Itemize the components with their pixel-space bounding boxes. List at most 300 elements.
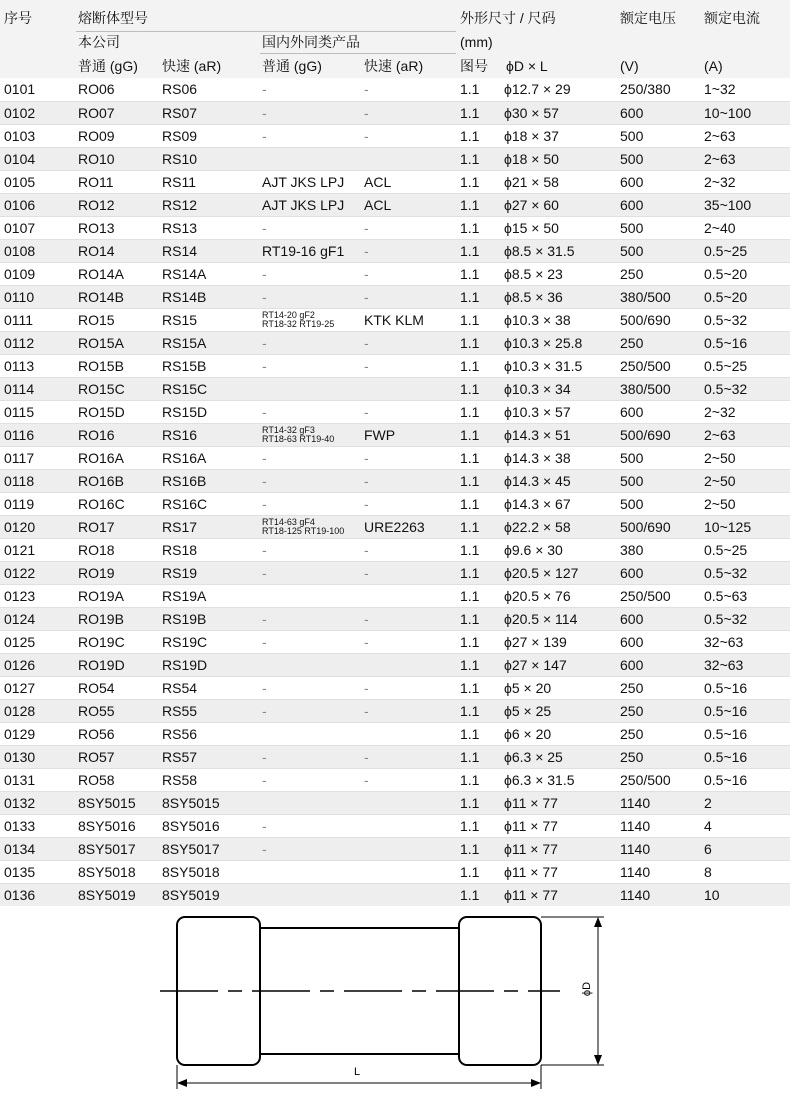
cell-voltage: 600 (620, 565, 644, 581)
cell-fig-no: 1.1 (460, 818, 480, 834)
cell-size: ϕ27 × 147 (504, 657, 567, 673)
cell-domestic-gg: - (262, 703, 267, 719)
cell-size: ϕ18 × 50 (504, 151, 559, 167)
table-row (0, 538, 790, 561)
cell-seq: 0135 (4, 864, 36, 880)
cell-seq: 0124 (4, 611, 36, 627)
table-row (0, 446, 790, 469)
table-row (0, 722, 790, 745)
cell-size: ϕ30 × 57 (504, 105, 559, 121)
table-row (0, 745, 790, 768)
cell-size: ϕ27 × 60 (504, 197, 559, 213)
cell-voltage: 250/500 (620, 772, 671, 788)
cell-fig-no: 1.1 (460, 427, 480, 443)
cell-voltage: 600 (620, 657, 644, 673)
cell-current: 0.5~16 (704, 680, 748, 696)
cell-current: 1~32 (704, 81, 736, 97)
cell-model-ar: RS13 (162, 220, 198, 236)
cell-size: ϕ8.5 × 23 (504, 266, 563, 282)
cell-current: 10~100 (704, 105, 752, 121)
table-row (0, 239, 790, 262)
cell-size: ϕ6.3 × 25 (504, 749, 563, 765)
cell-seq: 0120 (4, 519, 36, 535)
cell-domestic-gg: - (262, 450, 267, 466)
cell-voltage: 500 (620, 243, 644, 259)
cell-voltage: 250 (620, 749, 644, 765)
cell-model-ar: RS16B (162, 473, 207, 489)
cell-domestic-ar: - (364, 611, 369, 627)
cell-fig-no: 1.1 (460, 519, 480, 535)
length-label: L (353, 1066, 361, 1078)
cell-model-ar: RS19B (162, 611, 207, 627)
cell-model-ar: RS14B (162, 289, 207, 305)
cell-model-gg: RO19 (78, 565, 115, 581)
cell-domestic-gg: - (262, 680, 267, 696)
cell-domestic-ar: ACL (364, 174, 392, 190)
cell-size: ϕ11 × 77 (504, 887, 558, 903)
cell-model-gg: RO55 (78, 703, 115, 719)
cell-seq: 0136 (4, 887, 36, 903)
cell-fig-no: 1.1 (460, 151, 480, 167)
cell-current: 2 (704, 795, 712, 811)
cell-seq: 0114 (4, 381, 35, 397)
table-row (0, 193, 790, 216)
cell-voltage: 600 (620, 174, 644, 190)
cell-model-ar: RS15B (162, 358, 207, 374)
table-row (0, 78, 790, 101)
table-row (0, 423, 790, 446)
cell-size: ϕ5 × 20 (504, 680, 552, 696)
cell-model-gg: RO17 (78, 519, 115, 535)
table-row (0, 676, 790, 699)
cell-fig-no: 1.1 (460, 473, 480, 489)
cell-domestic-gg: - (262, 496, 267, 512)
cell-current: 2~50 (704, 473, 736, 489)
cell-model-ar: 8SY5016 (162, 818, 220, 834)
cell-domestic-gg: RT14-63 gF4 RT18-125 RT19-100 (262, 517, 345, 536)
table-row (0, 147, 790, 170)
cell-model-gg: 8SY5015 (78, 795, 136, 811)
cell-current: 2~32 (704, 174, 736, 190)
cell-domestic-gg: - (262, 841, 267, 857)
cell-model-gg: RO15A (78, 335, 124, 351)
table-row (0, 400, 790, 423)
cell-fig-no: 1.1 (460, 680, 480, 696)
cell-voltage: 500/690 (620, 519, 671, 535)
cell-domestic-gg: - (262, 818, 267, 834)
cell-voltage: 500 (620, 473, 644, 489)
cell-domestic-gg: - (262, 105, 267, 121)
cell-current: 8 (704, 864, 712, 880)
cell-size: ϕ21 × 58 (504, 174, 559, 190)
cell-model-gg: RO19B (78, 611, 124, 627)
cell-model-gg: RO19D (78, 657, 125, 673)
cell-model-ar: 8SY5015 (162, 795, 220, 811)
table-header (0, 0, 790, 78)
cell-seq: 0129 (4, 726, 36, 742)
cell-seq: 0122 (4, 565, 36, 581)
cell-size: ϕ20.5 × 127 (504, 565, 579, 581)
cell-model-ar: 8SY5017 (162, 841, 220, 857)
cell-fig-no: 1.1 (460, 404, 480, 420)
cell-fig-no: 1.1 (460, 795, 480, 811)
cell-seq: 0101 (4, 81, 36, 97)
cell-model-gg: RO16C (78, 496, 125, 512)
cell-domestic-ar: - (364, 772, 369, 788)
cell-current: 2~50 (704, 496, 736, 512)
cell-voltage: 250 (620, 726, 644, 742)
cell-fig-no: 1.1 (460, 174, 480, 190)
header-model: 熔断体型号 (78, 10, 148, 26)
header-domestic: 国内外同类产品 (262, 34, 360, 50)
cell-fig-no: 1.1 (460, 657, 480, 673)
cell-model-ar: RS15D (162, 404, 208, 420)
cell-voltage: 500/690 (620, 312, 671, 328)
length-arrow-right (531, 1079, 541, 1087)
cell-current: 2~50 (704, 450, 736, 466)
cell-voltage: 600 (620, 404, 644, 420)
cell-voltage: 600 (620, 197, 644, 213)
table-row (0, 124, 790, 147)
cell-fig-no: 1.1 (460, 312, 480, 328)
cell-seq: 0128 (4, 703, 36, 719)
cell-model-ar: RS16A (162, 450, 207, 466)
cell-seq: 0104 (4, 151, 36, 167)
cell-domestic-ar: - (364, 703, 369, 719)
cell-model-ar: RS12 (162, 197, 198, 213)
cell-model-ar: RS16 (162, 427, 198, 443)
cell-voltage: 250 (620, 680, 644, 696)
cell-seq: 0121 (4, 542, 36, 558)
header-ar-domestic: 快速 (aR) (364, 58, 424, 74)
cell-current: 10 (704, 887, 720, 903)
cell-domestic-ar: - (364, 749, 369, 765)
cell-model-ar: RS16C (162, 496, 208, 512)
cell-model-gg: RO14B (78, 289, 124, 305)
cell-model-gg: RO15 (78, 312, 115, 328)
cell-domestic-gg: - (262, 611, 267, 627)
table-row (0, 515, 790, 538)
cell-domestic-gg: - (262, 128, 267, 144)
cell-fig-no: 1.1 (460, 358, 480, 374)
cell-size: ϕ14.3 × 38 (504, 450, 571, 466)
cell-seq: 0112 (4, 335, 35, 351)
cell-domestic-ar: - (364, 243, 369, 259)
cell-model-gg: RO13 (78, 220, 115, 236)
cell-fig-no: 1.1 (460, 243, 480, 259)
cell-voltage: 1140 (620, 795, 651, 811)
cell-fig-no: 1.1 (460, 703, 480, 719)
cell-fig-no: 1.1 (460, 496, 480, 512)
cell-domestic-ar: KTK KLM (364, 312, 424, 328)
cell-fig-no: 1.1 (460, 887, 480, 903)
table-row (0, 561, 790, 584)
cell-fig-no: 1.1 (460, 450, 480, 466)
cell-domestic-ar: FWP (364, 427, 396, 443)
cell-domestic-ar: - (364, 634, 369, 650)
cell-model-ar: RS15A (162, 335, 207, 351)
cell-domestic-gg: - (262, 749, 267, 765)
cell-voltage: 500 (620, 450, 644, 466)
cell-fig-no: 1.1 (460, 634, 480, 650)
header-dims: 外形尺寸 / 尺码 (460, 10, 556, 26)
cell-size: ϕ11 × 77 (504, 818, 558, 834)
cell-current: 0.5~32 (704, 381, 748, 397)
cell-model-ar: RS14 (162, 243, 198, 259)
header-current: 额定电流 (704, 10, 760, 26)
table-row (0, 331, 790, 354)
cell-model-gg: RO19C (78, 634, 125, 650)
table-row (0, 469, 790, 492)
cell-model-ar: RS18 (162, 542, 198, 558)
table-row (0, 837, 790, 860)
cell-size: ϕ11 × 77 (504, 795, 558, 811)
header-voltage: 额定电压 (620, 10, 676, 26)
diameter-arrow-top (594, 917, 602, 927)
cell-model-gg: RO09 (78, 128, 115, 144)
cell-model-gg: 8SY5017 (78, 841, 136, 857)
cell-current: 0.5~16 (704, 726, 748, 742)
cell-size: ϕ8.5 × 36 (504, 289, 563, 305)
cell-domestic-gg: - (262, 565, 267, 581)
table-row (0, 630, 790, 653)
cell-size: ϕ20.5 × 76 (504, 588, 571, 604)
cell-seq: 0106 (4, 197, 36, 213)
cell-fig-no: 1.1 (460, 542, 480, 558)
cell-current: 35~100 (704, 197, 752, 213)
cell-model-ar: RS11 (162, 174, 196, 190)
cell-current: 0.5~16 (704, 335, 748, 351)
cell-voltage: 380 (620, 542, 644, 558)
cell-seq: 0103 (4, 128, 36, 144)
table-row (0, 584, 790, 607)
cell-current: 0.5~16 (704, 749, 748, 765)
cell-model-ar: RS19C (162, 634, 208, 650)
cell-domestic-ar: - (364, 81, 369, 97)
cell-model-gg: RO57 (78, 749, 115, 765)
header-dxl: ϕD × L (506, 58, 548, 74)
cell-size: ϕ14.3 × 67 (504, 496, 571, 512)
cell-size: ϕ12.7 × 29 (504, 81, 571, 97)
header-gg-company: 普通 (gG) (78, 58, 138, 74)
cell-fig-no: 1.1 (460, 841, 480, 857)
cell-domestic-gg: - (262, 266, 267, 282)
cell-model-ar: RS15C (162, 381, 208, 397)
cell-seq: 0133 (4, 818, 36, 834)
cell-domestic-ar: - (364, 220, 369, 236)
cell-seq: 0108 (4, 243, 36, 259)
length-arrow-left (177, 1079, 187, 1087)
cell-seq: 0125 (4, 634, 36, 650)
cell-current: 2~63 (704, 151, 736, 167)
cell-model-ar: RS55 (162, 703, 198, 719)
cell-size: ϕ8.5 × 31.5 (504, 243, 575, 259)
cell-size: ϕ14.3 × 51 (504, 427, 571, 443)
cell-domestic-ar: - (364, 105, 369, 121)
cell-current: 0.5~20 (704, 289, 748, 305)
cell-domestic-ar: - (364, 335, 369, 351)
table-row (0, 607, 790, 630)
cell-current: 2~32 (704, 404, 736, 420)
table-row (0, 170, 790, 193)
diameter-arrow-bottom (594, 1055, 602, 1065)
cell-model-gg: RO07 (78, 105, 115, 121)
cell-model-ar: RS19D (162, 657, 208, 673)
cell-domestic-ar: - (364, 542, 369, 558)
cell-current: 0.5~63 (704, 588, 748, 604)
cell-model-ar: RS06 (162, 81, 198, 97)
table-row (0, 377, 790, 400)
cell-model-gg: RO15C (78, 381, 125, 397)
table-row (0, 699, 790, 722)
cell-voltage: 250/380 (620, 81, 671, 97)
cell-fig-no: 1.1 (460, 105, 480, 121)
cell-size: ϕ10.3 × 57 (504, 404, 571, 420)
table-row (0, 354, 790, 377)
cell-voltage: 250/500 (620, 358, 671, 374)
cell-fig-no: 1.1 (460, 335, 480, 351)
cell-fig-no: 1.1 (460, 266, 480, 282)
cell-model-ar: 8SY5018 (162, 864, 220, 880)
table-row (0, 262, 790, 285)
cell-domestic-gg: - (262, 335, 267, 351)
cell-domestic-ar: - (364, 266, 369, 282)
cell-seq: 0126 (4, 657, 36, 673)
table-row (0, 791, 790, 814)
cell-model-ar: RS09 (162, 128, 198, 144)
cell-model-gg: RO19A (78, 588, 124, 604)
cell-model-ar: RS10 (162, 151, 198, 167)
cell-current: 2~40 (704, 220, 736, 236)
cell-domestic-gg: RT19-16 gF1 (262, 243, 345, 259)
cell-domestic-gg: - (262, 404, 267, 420)
cell-fig-no: 1.1 (460, 864, 480, 880)
cell-voltage: 250 (620, 266, 644, 282)
cell-model-gg: RO15D (78, 404, 125, 420)
cell-seq: 0111 (4, 312, 34, 328)
cell-size: ϕ27 × 139 (504, 634, 567, 650)
cell-fig-no: 1.1 (460, 749, 480, 765)
cell-seq: 0127 (4, 680, 36, 696)
cell-seq: 0131 (4, 772, 36, 788)
cell-domestic-gg: RT14-20 gF2 RT18-32 RT19-25 (262, 310, 335, 329)
cell-domestic-gg: - (262, 220, 267, 236)
cell-size: ϕ15 × 50 (504, 220, 559, 236)
cell-model-ar: RS58 (162, 772, 198, 788)
table-row (0, 814, 790, 837)
cell-seq: 0115 (4, 404, 35, 420)
cell-current: 0.5~32 (704, 611, 748, 627)
cell-model-ar: RS54 (162, 680, 198, 696)
cell-voltage: 250/500 (620, 588, 671, 604)
cell-domestic-gg: RT14-32 gF3 RT18-63 RT19-40 (262, 425, 335, 444)
cell-current: 0.5~20 (704, 266, 748, 282)
cell-model-gg: RO16A (78, 450, 124, 466)
cell-current: 2~63 (704, 128, 736, 144)
cell-size: ϕ9.6 × 30 (504, 542, 563, 558)
header-a-unit: (A) (704, 58, 723, 74)
cell-voltage: 600 (620, 611, 644, 627)
cell-model-gg: RO18 (78, 542, 115, 558)
cell-model-gg: RO11 (78, 174, 114, 190)
cell-model-gg: RO06 (78, 81, 115, 97)
cell-domestic-ar: ACL (364, 197, 392, 213)
cell-voltage: 500/690 (620, 427, 671, 443)
cell-voltage: 250 (620, 335, 644, 351)
cell-current: 10~125 (704, 519, 752, 535)
cell-voltage: 500 (620, 128, 644, 144)
cell-seq: 0102 (4, 105, 36, 121)
cell-model-ar: 8SY5019 (162, 887, 220, 903)
cell-fig-no: 1.1 (460, 381, 480, 397)
cell-model-gg: 8SY5016 (78, 818, 136, 834)
cell-seq: 0116 (4, 427, 35, 443)
cell-seq: 0113 (4, 358, 35, 374)
cell-domestic-gg: AJT JKS LPJ (262, 174, 345, 190)
cell-voltage: 600 (620, 634, 644, 650)
cell-domestic-ar: - (364, 473, 369, 489)
header-company: 本公司 (78, 34, 120, 50)
cell-seq: 0134 (4, 841, 36, 857)
cell-size: ϕ11 × 77 (504, 864, 558, 880)
cell-voltage: 600 (620, 105, 644, 121)
table-row (0, 768, 790, 791)
cell-domestic-gg: - (262, 358, 267, 374)
cell-model-ar: RS14A (162, 266, 207, 282)
cell-model-ar: RS15 (162, 312, 198, 328)
header-v-unit: (V) (620, 58, 639, 74)
cell-current: 0.5~32 (704, 565, 748, 581)
cell-model-ar: RS07 (162, 105, 198, 121)
cell-model-gg: RO10 (78, 151, 115, 167)
cell-size: ϕ6.3 × 31.5 (504, 772, 575, 788)
cell-voltage: 1140 (620, 818, 651, 834)
cell-model-gg: RO14A (78, 266, 124, 282)
cell-size: ϕ5 × 25 (504, 703, 552, 719)
table-row (0, 216, 790, 239)
header-seq: 序号 (4, 10, 32, 26)
cell-model-gg: RO14 (78, 243, 115, 259)
header-ar-company: 快速 (aR) (162, 58, 222, 74)
cell-domestic-gg: - (262, 289, 267, 305)
cell-model-gg: RO56 (78, 726, 115, 742)
cell-current: 4 (704, 818, 712, 834)
cell-seq: 0132 (4, 795, 36, 811)
cell-domestic-ar: - (364, 358, 369, 374)
cell-domestic-gg: - (262, 81, 267, 97)
cell-voltage: 1140 (620, 887, 651, 903)
cell-voltage: 1140 (620, 864, 651, 880)
cell-model-gg: RO16 (78, 427, 115, 443)
cell-fig-no: 1.1 (460, 197, 480, 213)
cell-size: ϕ11 × 77 (504, 841, 558, 857)
cell-size: ϕ20.5 × 114 (504, 611, 578, 627)
cell-seq: 0130 (4, 749, 36, 765)
cell-model-ar: RS17 (162, 519, 198, 535)
cell-model-gg: RO16B (78, 473, 124, 489)
cell-size: ϕ10.3 × 34 (504, 381, 571, 397)
cell-current: 32~63 (704, 657, 744, 673)
cell-voltage: 500 (620, 496, 644, 512)
cell-fig-no: 1.1 (460, 611, 480, 627)
cell-domestic-ar: URE2263 (364, 519, 425, 535)
cell-domestic-gg: - (262, 542, 267, 558)
cell-current: 0.5~32 (704, 312, 748, 328)
cell-model-gg: RO15B (78, 358, 124, 374)
header-divider-domestic (260, 53, 456, 54)
cell-fig-no: 1.1 (460, 772, 480, 788)
cell-current: 0.5~25 (704, 243, 748, 259)
